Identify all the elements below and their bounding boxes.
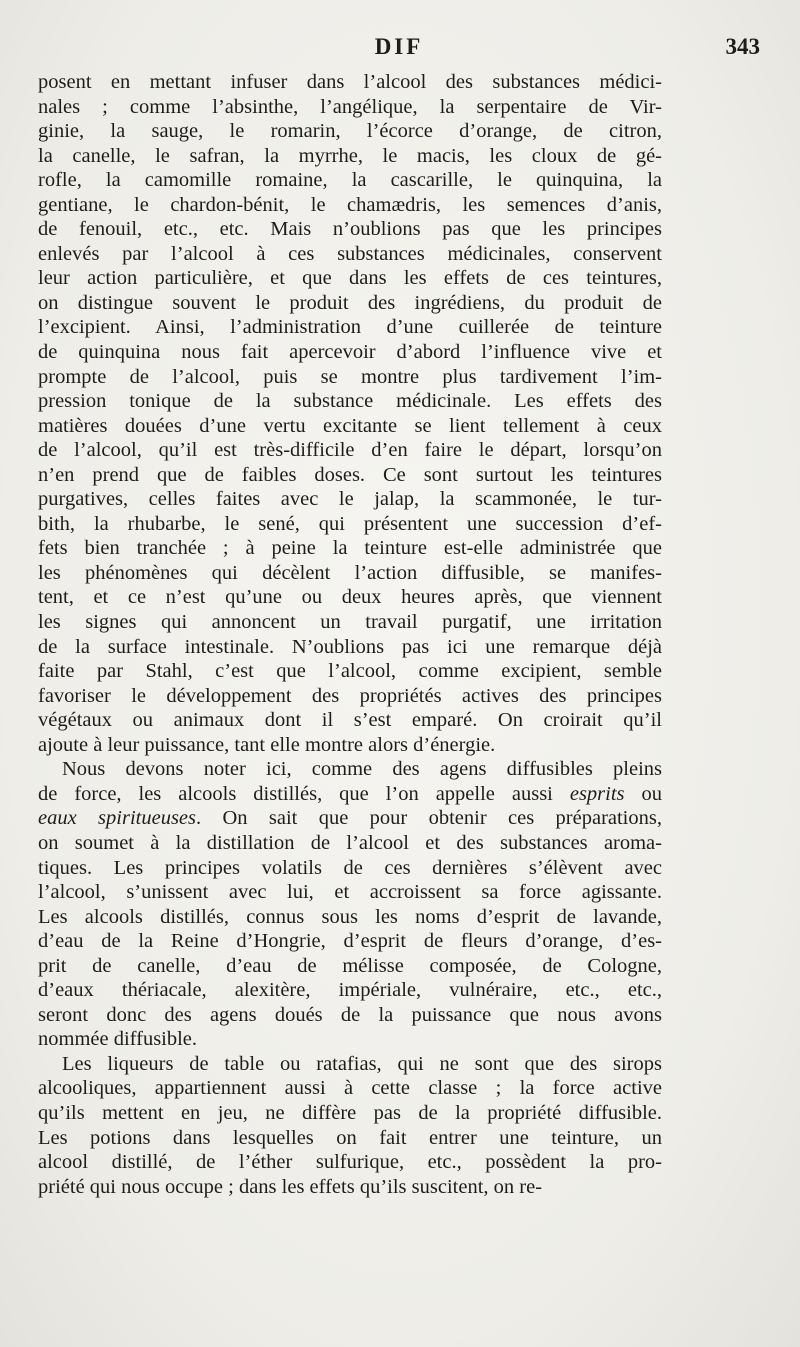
text-line: fets bien tranchée ; à peine la teinture est-elle administrée que [38, 537, 662, 560]
paragraph [38, 70, 662, 757]
text-line: l’alcool, s’unissent avec lui, et accroissent sa force agissante. [38, 881, 662, 904]
text-line: posent en mettant infuser dans l’alcool des substances médici- [38, 71, 662, 93]
text-line: nales ; comme l’absinthe, l’angélique, la serpentaire de Vir- [38, 95, 662, 118]
text-line: eaux spiritueuses. On sait que pour obtenir ces préparations, [38, 807, 662, 830]
text-line: leur action particulière, et que dans les effets de ces teintures, [38, 267, 662, 290]
text-line: de force, les alcools distillés, que l’on appelle aussi esprits ou [38, 782, 662, 805]
text-line: ajoute à leur puissance, tant elle montre alors d’énergie. [38, 733, 496, 756]
text-line: matières douées d’une vertu excitante se lient tellement à ceux [38, 414, 662, 437]
text-line: alcooliques, appartiennent aussi à cette classe ; la force active [38, 1077, 662, 1100]
text-line: tiques. Les principes volatils de ces dernières s’élèvent avec [38, 856, 662, 879]
text-line: on distingue souvent le produit des ingrédiens, du produit de [38, 291, 662, 314]
text-line: nommée diffusible. [38, 1028, 198, 1051]
text-line: Les liqueurs de table ou ratafias, qui ne sont que des sirops [62, 1052, 662, 1075]
text-line: de quinquina nous fait apercevoir d’abord l’influence vive et [38, 341, 662, 364]
text-line: végétaux ou animaux dont il s’est emparé. On croirait qu’il [38, 709, 662, 732]
running-head: DIF [374, 34, 424, 59]
text-line: les signes qui annoncent un travail purgatif, une irritation [38, 611, 662, 634]
text-line: tent, et ce n’est qu’une ou deux heures après, que viennent [38, 586, 662, 609]
text-line: d’eau de la Reine d’Hongrie, d’esprit de fleurs d’orange, d’es- [38, 930, 662, 953]
text-line: enlevés par l’alcool à ces substances médicinales, conservent [38, 242, 662, 265]
text-line: d’eaux thériacale, alexitère, impériale, vulnéraire, etc., etc., [38, 979, 662, 1002]
text-line: priété qui nous occupe ; dans les effets qu’ils suscitent, on re- [38, 1175, 543, 1198]
text-line: pression tonique de la substance médicinale. Les effets des [38, 390, 662, 413]
text-line: bith, la rhubarbe, le sené, qui présentent une succession d’ef- [38, 512, 662, 535]
text-line: on soumet à la distillation de l’alcool et des substances aroma- [38, 831, 662, 854]
body-text [38, 70, 662, 1199]
text-line: seront donc des agens doués de la puissance que nous avons [38, 1003, 662, 1026]
text-line: n’en prend que de faibles doses. Ce sont surtout les teintures [38, 463, 662, 486]
text-line: de l’alcool, qu’il est très-difficile d’en faire le départ, lorsqu’on [38, 439, 662, 462]
text-line: prompte de l’alcool, puis se montre plus tardivement l’im- [38, 365, 662, 388]
text-line: alcool distillé, de l’éther sulfurique, etc., possèdent la pro- [38, 1151, 662, 1174]
text-line: qu’ils mettent en jeu, ne diffère pas de la propriété diffusible. [38, 1101, 662, 1124]
text-line: ginie, la sauge, le romarin, l’écorce d’orange, de citron, [38, 120, 662, 143]
paragraph [38, 1052, 662, 1199]
text-line: purgatives, celles faites avec le jalap, la scammonée, le tur- [38, 488, 662, 511]
text-line: gentiane, le chardon-bénit, le chamædris, les semences d’anis, [38, 193, 662, 216]
text-line: de fenouil, etc., etc. Mais n’oublions pas que les principes [38, 218, 662, 241]
text-line: Les alcools distillés, connus sous les noms d’esprit de lavande, [38, 905, 662, 928]
paragraph [38, 757, 662, 1052]
text-line: les phénomènes qui décèlent l’action diffusible, se manifes- [38, 561, 662, 584]
text-line: l’excipient. Ainsi, l’administration d’une cuillerée de teinture [38, 316, 662, 339]
text-line: Nous devons noter ici, comme des agens diffusibles pleins [62, 758, 662, 781]
text-line: rofle, la camomille romaine, la cascarille, le quinquina, la [38, 169, 662, 192]
text-line: faite par Stahl, c’est que l’alcool, comme excipient, semble [38, 660, 662, 683]
text-line: favoriser le développement des propriétés actives des principes [38, 684, 662, 707]
text-line: de la surface intestinale. N’oublions pas ici une remarque déjà [38, 635, 662, 658]
page-header [38, 34, 760, 68]
text-line: la canelle, le safran, la myrrhe, le macis, les cloux de gé- [38, 144, 662, 167]
text-line: prit de canelle, d’eau de mélisse composée, de Cologne, [38, 954, 662, 977]
text-line: Les potions dans lesquelles on fait entrer une teinture, un [38, 1126, 662, 1149]
page-number: 343 [725, 34, 760, 59]
